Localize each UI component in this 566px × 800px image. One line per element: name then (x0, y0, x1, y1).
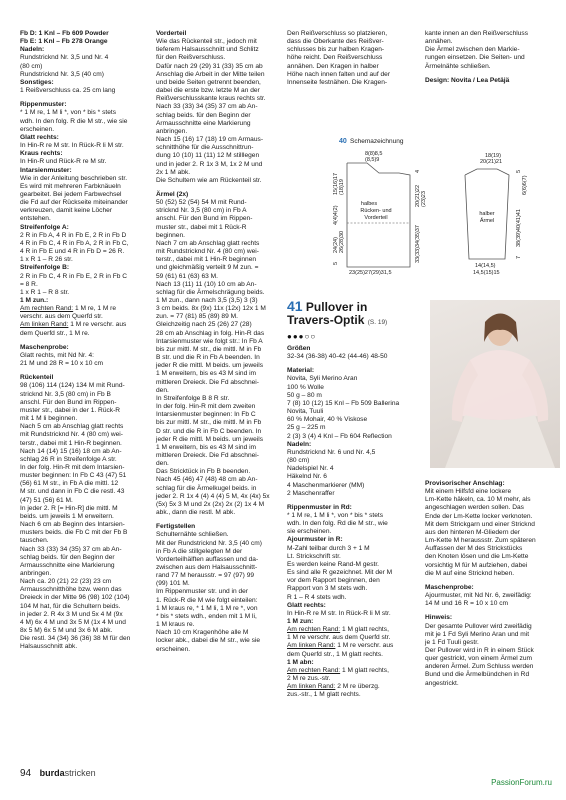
schema-top-meas2: (8,5)9 (365, 157, 380, 163)
schematic-drawing (287, 135, 552, 275)
sleeve-right-2: 6(6)6(7) (522, 175, 528, 195)
col3b-paragraph: Nadeln: (287, 440, 312, 448)
pattern-header (287, 300, 427, 329)
col1-paragraph: 98 (106) 114 (124) 134 M mit Rund- stricknd Nr. 3,5 (80 cm) in Fb B anschl. Für den Bund im Rippen- muster str., dabei in der 1. Rück-R mit 1 M li beginnen. Nach 5 cm ab Anschlag glatt rechts mit Rundstricknd Nr. 4 (80 cm) wei- terstr., dabei mit 1 Hin-R beginnen. Nach 14 (14) 15 (16) 18 cm ab An- schlag 26 R in Streifenfolge A str. In der folg. Hin-R mit dem Intarsien- muster beginnen: In Fb C 43 (47) 51 (56) 61 M str., in Fb A die mittl. 12 M str. und dann in Fb C die restl. 43 (47) 51 (56) 61 M. In jeder 2. R [= Hin-R] die mittl. M beids. um jeweils 1 M erweitern. Nach 6 cm ab Beginn des Intarsien- musters beids. die Fb C mit der Fb B tauschen. Nach 33 (33) 34 (35) 37 cm ab An- schlag beids. für den Beginn der Armausschnitte eine Markierung anbringen. Nach ca. 20 (21) 22 (23) 23 cm Armausschnitthöhe bzw. wenn das Dreieck in der Mitte 96 (98) 102 (104) 104 M hat, für die Schultern beids. in jeder 2. R 4x 3 M und 5x 4 M (9x 4 M) 6x 4 M und 3x 5 M (1x 4 M und 8x 5 M) 6x 5 M und 3x 6 M abk. Die restl. 34 (34) 36 (36) 38 M für den Halsausschnitt abk. (20, 382, 131, 651)
mid-meas-2: (23)23 (421, 191, 427, 207)
col1-paragraph: 2 R in Fb A, 4 R in Fb E, 2 R in Fb D 4 R in Fb C, 4 R in Fb A, 2 R in Fb C, 4 R in Fb E und 4 R in Fb D = 26 R. 1 x R 1 – R 26 str. (20, 231, 129, 264)
col2-paragraph: Schulternähte schließen. Mit der Rundstricknd Nr. 3,5 (40 cm) in Fb A die stillgelegten M der Vorderteilhälften auffassen und da- zwischen aus dem Halsausschnitt- rand 77 M herausstr. = 97 (97) 99 (99) 101 M. Im Rippenmuster str. und in der 1. Rück-R die M wie folgt einteilen: 1 M kraus re, * 1 M li, 1 M re *, von * bis * stets wdh., enden mit 1 M li, 1 M kraus re. Nach 10 cm Kragenhöhe alle M locker abk., dabei die M str., wie sie erscheinen. (156, 531, 262, 653)
col1-paragraph: Glatt rechts, mit Nd Nr. 4: 21 M und 28 R = 10 x 10 cm (20, 351, 104, 368)
column-3-top (287, 30, 407, 87)
sleeve-top-2: 20(21)21 (480, 159, 503, 165)
col3b-paragraph: Rippenmuster in Rd: (287, 503, 352, 511)
col3b-paragraph: 1 M abn: (287, 658, 314, 666)
col3b-paragraph: Material: (287, 367, 315, 375)
col1-paragraph: Maschenprobe: (20, 343, 69, 351)
brand-name: burda (39, 768, 65, 778)
sleeve-right-3: 38(39)40(41)41 (516, 209, 522, 247)
col3b-paragraph: Am rechten Rand: 1 M glatt rechts, 1 M re verschr. aus dem Querfd str. Am linken Rand: 1 M re verschr. aus dem Querfd str., 1 M glatt rechts. (287, 626, 394, 658)
mid-meas-4: 4 (415, 169, 421, 173)
column-2 (156, 30, 281, 654)
pattern-number: 41 (287, 298, 303, 314)
column-4-bottom (425, 480, 550, 688)
pattern-title-1: Pullover in (305, 300, 368, 314)
left-meas-4: 24(24) (333, 237, 339, 253)
sleeve-top-1: 18(19) (485, 153, 501, 159)
schema-top-meas: 8(8)8,5 (365, 151, 383, 157)
col2-paragraph: 50 (52) 52 (54) 54 M mit Rund- stricknd Nr. 3,5 (80 cm) in Fb A anschl. Für den Bund im Rippen- muster str., dabei mit 1 Rück-R beginnen. Nach 7 cm ab Anschlag glatt rechts mit Rundstricknd Nr. 4 (80 cm) wei- terstr., dabei mit 1 Hin-R beginnen und gleichmäßig verteilt 9 M zun. = 59 (61) 61 (63) 63 M. Nach 13 (11) 11 (10) 10 cm ab An- schlag für die Ärmelschrägung beids. 1 M zun., dann nach 3,5 (3,5) 3 (3) 3 cm beids. 8x (9x) 11x (12x) 12x 1 M zun. = 77 (81) 85 (89) 89 M. Gleichzeitig nach 25 (26) 27 (28) 28 cm ab Anschlag in folg. Hin-R das Intarsienmuster wie folgt str.: In Fb A bis zur mittl. M str., die mittl. M in Fb B str. und die R in Fb A beenden. In jeder R die mittl. M beids. um jeweils 1 M erweitern, bis es 43 M sind im mittleren Dreieck. Die Fd abschnei- den. In Streifenfolge B 8 R str. In der folg. Hin-R mit dem zweiten Intarsienmuster beginnen: In Fb C bis zur mittl. M str., die mittl. M in Fb D str. und die R in Fb C beenden. In jeder R die mittl. M beids. um jeweils 1 M erweitern, bis es 43 M sind im mittleren Dreieck. Die Fd abschnei- den. Das Stricktück in Fb B beenden. Nach 45 (46) 47 (48) 48 cm ab An- schlag für die Ärmelkugel beids. in jeder 2. R 1x 4 (4) 4 (4) 5 M, 4x (4x) 5x (5x) 5x 3 M und 2x (2x) 2x (2) 1x 4 M abk., dann die restl. M abk. (156, 199, 270, 517)
col3b-paragraph: In Hin-R re M str. In Rück-R li M str. (287, 609, 391, 617)
front-label-2: Rücken- und (360, 208, 392, 214)
col1-paragraph: 1 M zun.: (20, 297, 49, 304)
col1-paragraph: Sonstiges: (20, 78, 54, 86)
col1-paragraph: Glatt rechts: (20, 133, 59, 141)
sleeve-label-2: Ärmel (479, 218, 495, 224)
sleeve-right-4: 7 (516, 255, 522, 259)
col1-paragraph: Kraus rechts: (20, 150, 63, 158)
col3b-paragraph: Größen (287, 345, 311, 352)
col3b-paragraph: 32-34 (36-38) 40-42 (44-46) 48-50 (287, 353, 388, 361)
col1-paragraph: Am rechten Rand: 1 M re, 1 M re verschr. aus dem Querfd str. Am linken Rand: 1 M re verschr. aus dem Querfd str., 1 M re. (20, 305, 127, 337)
col4b-paragraph: Hinweis: (425, 614, 453, 622)
col3b-paragraph: Novita, Syli Merino Aran 100 % Wolle 50 g – 80 m 7 (8) 10 (12) 15 Knl – Fb 509 Ballerina Novita, Tuuli 60 % Mohair, 40 % Viskose 25 g – 225 m 2 (3) 3 (4) 4 Knl – Fb 604 Reflection (287, 375, 400, 440)
col4-paragraph: kante innen an den Reißverschluss annähen. Die Ärmel zwischen den Markie- rungen einsetzen. Die Seiten- und Ärmelnähte schließen. (425, 30, 528, 70)
mid-meas-1: 20(21)22 (415, 184, 421, 207)
pattern-page-ref: (S. 19) (367, 319, 388, 326)
col2-paragraph: Wie das Rückenteil str., jedoch mit tieferem Halsausschnitt und Schlitz für den Reißverschluss. Dafür nach 29 (29) 31 (33) 35 cm ab Anschlag die Arbeit in der Mitte teilen und beide Seiten getrennt beenden, dabei die erste bzw. letzte M an der Reißverschlusskante kraus rechts str. Nach 33 (33) 34 (35) 37 cm ab An- schlag beids. für den Beginn der Armausschnitte eine Markierung anbringen. Nach 15 (16) 17 (18) 19 cm Armaus- schnitthöhe für die Ausschnittrun- dung 10 (10) 11 (11) 12 M stilllegen und in jeder 2. R 1x 3 M, 1x 2 M und 2x 1 M abk. Die Schultern wie am Rückenteil str. (156, 38, 266, 184)
left-meas-2: (18)19 (339, 179, 345, 195)
col3b-paragraph: Am rechten Rand: 1 M glatt rechts, 2 M re zus.-str. Am linken Rand: 2 M re überzg. zus.-str., 1 M glatt rechts. (287, 666, 389, 699)
col1-paragraph: Rundstricknd Nr. 3,5 und Nr. 4 (80 cm) Rundstricknd Nr. 3,5 (40 cm) (20, 54, 109, 78)
front-label-1: halbes (360, 201, 378, 207)
model-photo (430, 300, 560, 468)
col1-paragraph: Streifenfolge B: (20, 264, 70, 272)
model-illustration (430, 300, 560, 468)
col4b-paragraph: Ajourmuster, mit Nd Nr. 6, zweifädig: 14 M und 16 R = 10 x 10 cm (425, 592, 532, 608)
col1-paragraph: Nadeln: (20, 46, 45, 54)
page-footer (20, 768, 96, 779)
col1-paragraph: 1 Reißverschluss ca. 25 cm lang (20, 87, 116, 95)
col4-paragraph: Design: Novita / Lea Petäjä (425, 76, 510, 84)
col2-paragraph: Fertigstellen (156, 523, 196, 531)
col1-paragraph: Rückenteil (20, 374, 54, 382)
left-meas-5: 26(28)30 (339, 230, 345, 253)
col1-paragraph: * 1 M re, 1 M li *, von * bis * stets wdh. In den folg. R die M str., wie sie erscheinen. (20, 109, 128, 133)
col3b-paragraph: 1 M zun: (287, 618, 314, 625)
col1-paragraph: Streifenfolge A: (20, 223, 69, 231)
col2-paragraph: Vorderteil (156, 30, 187, 37)
difficulty-rating: ●●●○○ (287, 332, 317, 341)
column-1 (20, 30, 150, 652)
column-4-top (425, 30, 550, 85)
col1-paragraph: Rippenmuster: (20, 101, 67, 109)
col2-paragraph: Ärmel (2x) (156, 190, 189, 198)
schema-title: Schemazeichnung (350, 138, 404, 145)
brand-suffix: stricken (64, 768, 96, 778)
mid-meas-3: 33(33)34(35)37 (415, 225, 421, 263)
bottom-meas: 23(25)27(29)31,5 (349, 270, 392, 275)
sleeve-label-1: halber (479, 211, 495, 217)
col3-paragraph: Den Reißverschluss so platzieren, dass die Oberkante des Reißver- schlusses bis zur halben Kragen- höhe reicht. Den Reißverschluss annähen. Den Kragen in halber Höhe nach innen falten und auf der Innenseite festnähen. Die Kragen- (287, 30, 391, 86)
column-3-bottom (287, 345, 407, 700)
col1-paragraph: Intarsienmuster: (20, 166, 72, 174)
col3b-paragraph: Ajourmuster in R: (287, 536, 343, 544)
col1-paragraph: Fb E: 1 Knl – Fb 278 Orange (20, 38, 108, 46)
col4b-paragraph: Maschenprobe: (425, 583, 474, 591)
col1-paragraph: Fb D: 1 Knl – Fb 609 Powder (20, 30, 109, 37)
front-label-3: Vorderteil (364, 215, 388, 221)
col1-paragraph: Wie in der Anleitung beschrieben str. Es wird mit mehreren Farbknäueln gearbeitet. Bei jedem Farbwechsel die Fd auf der Rückseite miteinander verkreuzen, damit keine Löcher entstehen. (20, 174, 128, 223)
page-number: 94 (20, 768, 32, 779)
pattern-title-2: Travers-Optik (287, 313, 365, 327)
sleeve-right-1: 5 (516, 169, 522, 173)
col1-paragraph: In Hin-R re M str. In Rück-R li M str. (20, 142, 124, 150)
left-meas-6: 5 (333, 261, 339, 265)
sleeve-bottom-2: 14,5(15)15 (473, 270, 500, 275)
col3b-paragraph: M-Zahl teilbar durch 3 + 1 M Lt. Strickschrift str. Es werden keine Rand-M gestr. Es sind alle R gezeichnet. Mit der M vor dem Rapport beginnen, den Rapport von 3 M stets wdh. R 1 – R 4 stets wdh. (287, 544, 393, 601)
watermark: PassionForum.ru (491, 778, 552, 787)
col1-paragraph: In Hin-R und Rück-R re M str. (20, 158, 107, 166)
left-meas-1: 15(16)17 (333, 172, 339, 195)
col3b-paragraph: Rundstricknd Nr. 6 und Nr. 4,5 (80 cm) Nadelspiel Nr. 4 Häkelnd Nr. 6 4 Maschenmarkierer (MM) 2 Maschenraffer (287, 448, 376, 497)
col3b-paragraph: * 1 M re, 1 M li *, von * bis * stets wdh. In den folg. Rd die M str., wie sie erscheinen. (287, 511, 388, 536)
sleeve-bottom-1: 14(14,5) (475, 263, 496, 269)
col4b-paragraph: Der gesamte Pullover wird zweifädig mit je 1 Fd Syli Merino Aran und mit je 1 Fd Tuuli gestr. Der Pullover wird in R in einem Stück quer gestrickt, von einem Ärmel zum anderen Ärmel. Zum Schluss werden Bund und die Ärmelbündchen in Rd angestrickt. (425, 622, 534, 687)
col3b-paragraph: Glatt rechts: (287, 601, 326, 609)
col4b-paragraph: Mit einem Hilfsfd eine lockere Lm-Kette häkeln, ca. 10 M mehr, als angeschlagen werden sollen. Das Ende der Lm-Kette locker verknoten. Mit dem Strickgarn und einer Stricknd aus den hinteren M-Gliedern der Lm-Kette M heraussstr. Zum späteren Auffassen der M des Strickstücks den Knoten lösen und die Lm-Kette vorsichtig M für M aufziehen, dabei die M auf eine Stricknd heben. (425, 488, 536, 577)
left-meas-3: 4(4)4(2) (333, 205, 339, 225)
schema-number: 40 (339, 138, 347, 145)
col1-paragraph: 2 R in Fb C, 4 R in Fb E, 2 R in Fb C = 8 R. 1 x R 1 – R 8 str. (20, 272, 128, 296)
col4b-paragraph: Provisorischer Anschlag: (425, 480, 505, 487)
